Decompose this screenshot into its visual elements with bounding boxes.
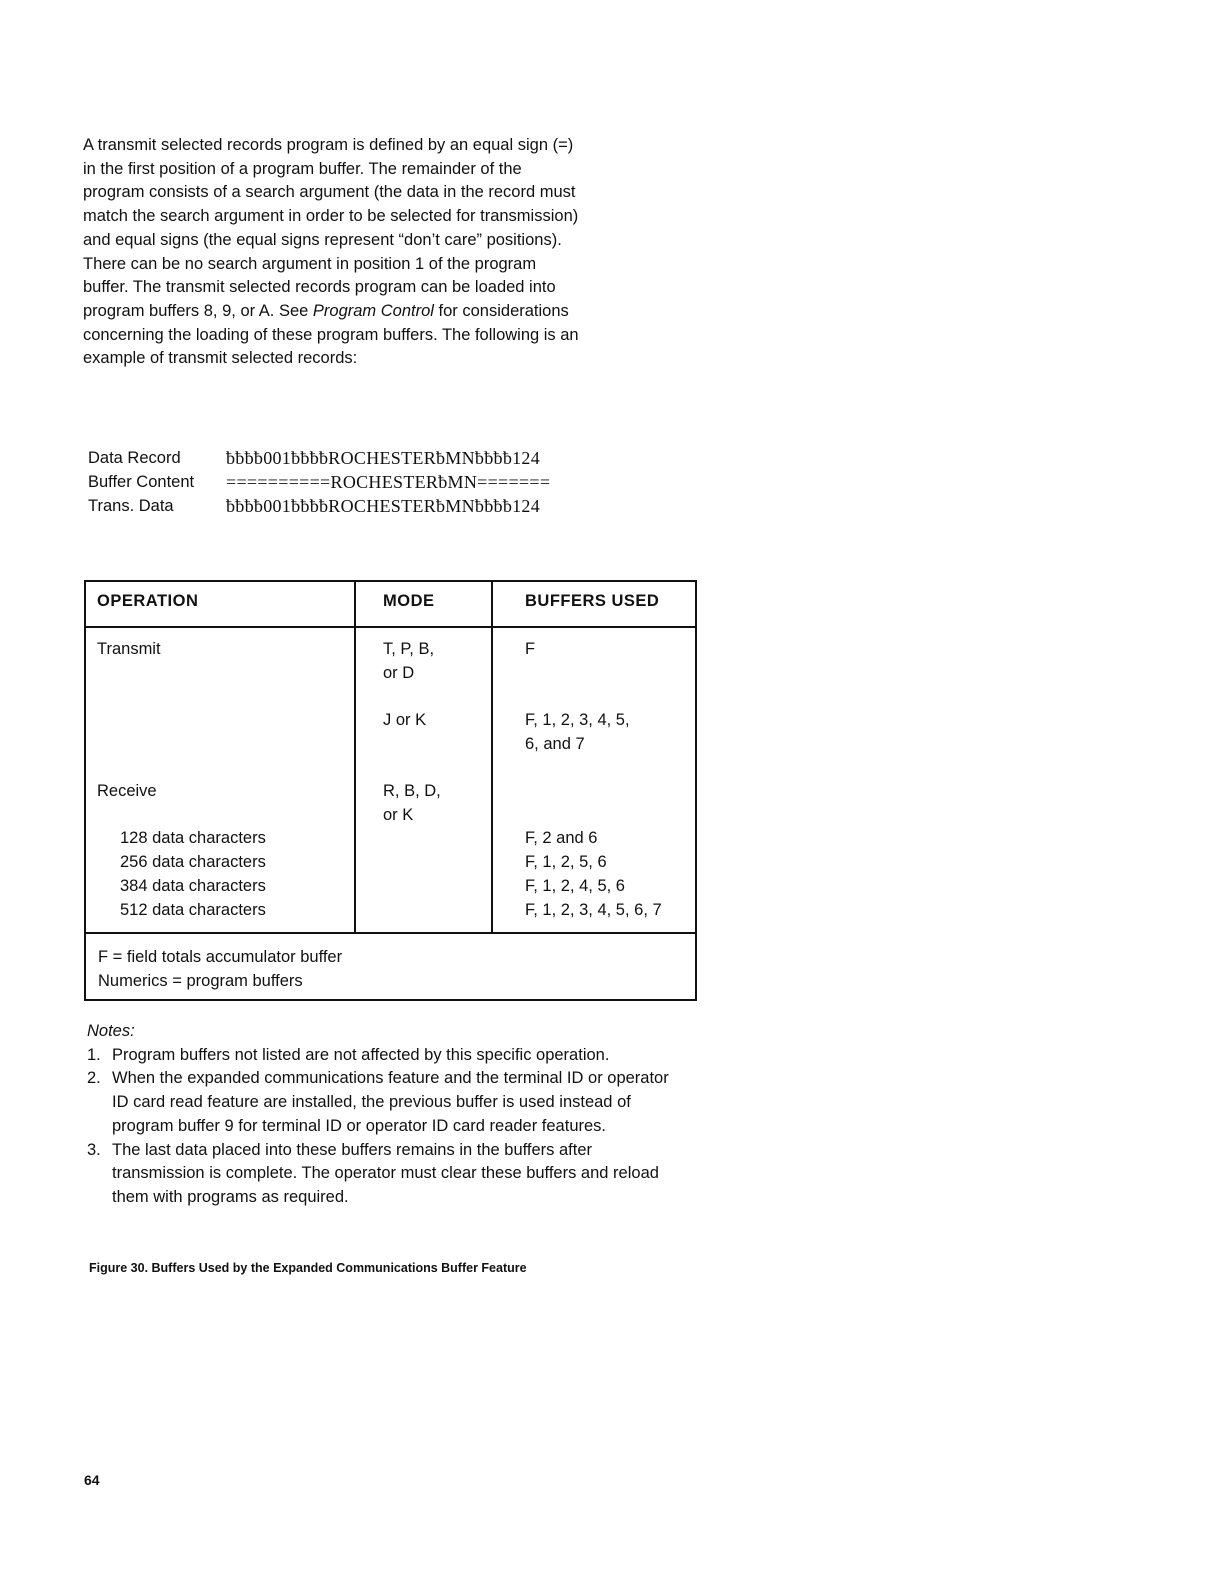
list-item: 256 data characters — [120, 853, 266, 871]
mode-line: T, P, B, — [383, 640, 435, 658]
example-row — [88, 470, 550, 494]
note-number: 3. — [87, 1140, 101, 1159]
note-item — [87, 1139, 687, 1210]
note-item — [87, 1067, 687, 1138]
operation-transmit: Transmit — [97, 640, 161, 658]
mode-line: or K — [383, 806, 414, 824]
mode-transmit-1 — [383, 637, 434, 685]
mode-receive — [383, 779, 441, 827]
note-item — [87, 1044, 687, 1068]
example-row — [88, 494, 550, 518]
list-item: 128 data characters — [120, 829, 266, 847]
legend-line: F = field totals accumulator buffer — [98, 948, 343, 966]
example-value: ƀƀƀƀ001ƀƀƀƀROCHESTERƀMNƀƀƀƀ124 — [226, 448, 541, 468]
receive-buffers-list — [525, 826, 662, 922]
example-value: ƀƀƀƀ001ƀƀƀƀROCHESTERƀMNƀƀƀƀ124 — [226, 496, 541, 516]
buffers-table — [84, 580, 697, 1001]
header-buffers-used: BUFFERS USED — [525, 592, 660, 610]
list-item: 512 data characters — [120, 901, 266, 919]
list-item: F, 1, 2, 5, 6 — [525, 853, 607, 871]
list-item: 384 data characters — [120, 877, 266, 895]
column-divider — [354, 582, 356, 934]
buffers-transmit-1: F — [525, 640, 536, 658]
note-text: The last data placed into these buffers remains in the buffers after transmission is complete. The operator must clear these buffers and reload them with programs as required. — [112, 1140, 659, 1206]
note-text: When the expanded communications feature and the terminal ID or operator ID card read feature are installed, the previous buffer is used instead of program buffer 9 for terminal ID or operator ID card reader features. — [112, 1069, 669, 1135]
buffers-line: F, 1, 2, 3, 4, 5, — [525, 711, 630, 729]
notes-section — [87, 1020, 687, 1210]
list-item: F, 2 and 6 — [525, 829, 598, 847]
mode-line: R, B, D, — [383, 782, 441, 800]
example-label: Buffer Content — [88, 473, 195, 491]
example-label: Trans. Data — [88, 497, 174, 515]
list-item: F, 1, 2, 4, 5, 6 — [525, 877, 625, 895]
legend-line: Numerics = program buffers — [98, 972, 303, 990]
buffers-transmit-2 — [525, 708, 630, 756]
intro-text-2: for considerations concerning the loading of these program buffers. The following is an example of transmit selected records: — [83, 301, 579, 368]
intro-paragraph — [83, 134, 583, 371]
page-number: 64 — [84, 1472, 100, 1488]
example-value: ==========ROCHESTERƀMN======= — [226, 472, 551, 492]
notes-title: Notes: — [87, 1022, 135, 1040]
receive-characters-list — [120, 826, 266, 922]
note-number: 2. — [87, 1069, 101, 1088]
operation-receive: Receive — [97, 782, 157, 800]
list-item: F, 1, 2, 3, 4, 5, 6, 7 — [525, 901, 662, 919]
table-legend — [98, 945, 342, 993]
figure-caption: Figure 30. Buffers Used by the Expanded Communications Buffer Feature — [89, 1261, 527, 1275]
example-block — [88, 446, 550, 518]
example-row — [88, 446, 550, 470]
header-operation: OPERATION — [97, 592, 199, 610]
note-number: 1. — [87, 1045, 101, 1064]
buffers-line: 6, and 7 — [525, 735, 585, 753]
note-text: Program buffers not listed are not affected by this specific operation. — [112, 1045, 610, 1064]
table-header — [86, 582, 695, 628]
header-mode: MODE — [383, 592, 435, 610]
example-label: Data Record — [88, 449, 181, 467]
mode-line: or D — [383, 664, 415, 682]
legend-divider — [86, 932, 695, 934]
intro-text-1: A transmit selected records program is defined by an equal sign (=) in the first position of a program buffer. The remainder of the program consists of a search argument (the data in the record must match the search argument in order to be selected for transmission) and equal signs (the equal signs represent “don’t care” positions). There can be no search argument in position 1 of the program buffer. The transmit selected records program can be loaded into program buffers 8, 9, or A. See — [83, 136, 579, 320]
program-control-reference: Program Control — [312, 301, 434, 320]
column-divider — [491, 582, 493, 934]
mode-transmit-2: J or K — [383, 711, 427, 729]
